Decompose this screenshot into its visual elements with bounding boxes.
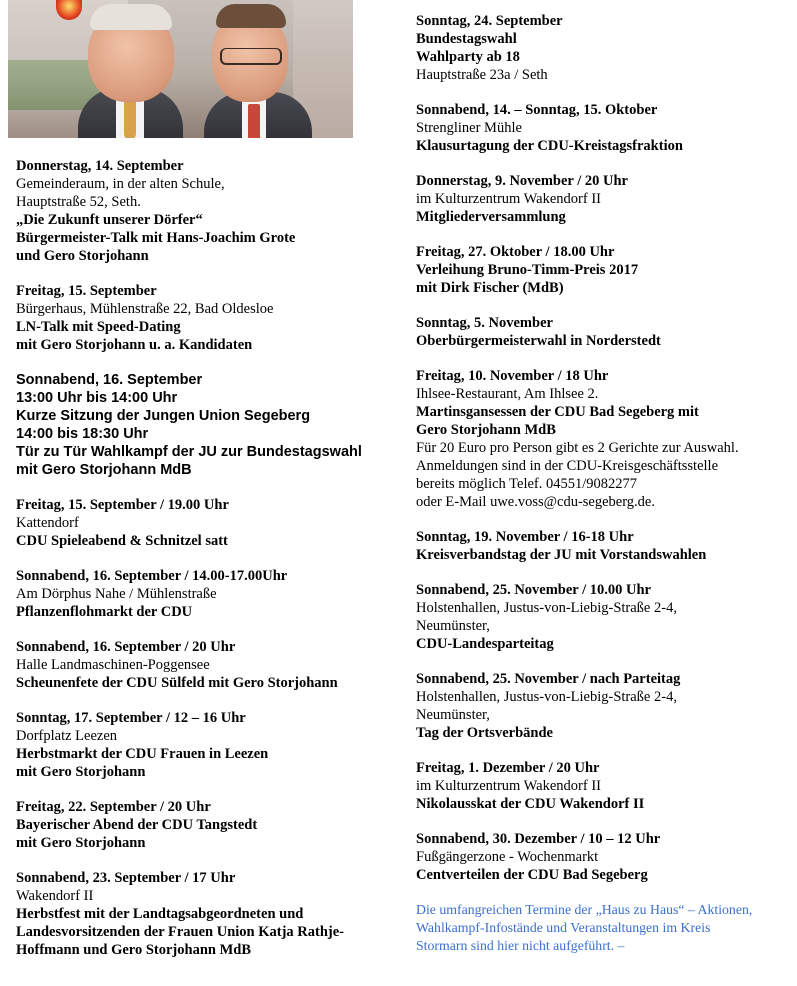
event-entry: [16, 638, 394, 692]
photo-person-left-tie: [124, 100, 136, 138]
event-line: Hauptstraße 23a / Seth: [416, 67, 548, 83]
event-entry: [16, 371, 394, 479]
event-line: Bundestagswahl: [416, 31, 517, 47]
event-line: oder E-Mail uwe.voss@cdu-segeberg.de.: [416, 494, 655, 510]
event-entry: [416, 670, 786, 742]
event-entry: [416, 830, 786, 884]
event-entry: [16, 798, 394, 852]
event-line: Wakendorf II: [16, 888, 94, 904]
event-line: Verleihung Bruno-Timm-Preis 2017: [416, 262, 639, 278]
event-line: und Gero Storjohann: [16, 248, 149, 264]
event-date: Sonnabend, 16. September: [16, 372, 203, 388]
event-date: Sonnabend, 14. – Sonntag, 15. Oktober: [416, 102, 658, 118]
event-line: Landesvorsitzenden der Frauen Union Katja Rathje-: [16, 924, 344, 940]
event-entry: [16, 496, 394, 550]
event-entry: [16, 869, 394, 959]
event-line: Kurze Sitzung der Jungen Union Segeberg: [16, 408, 311, 424]
event-line: Tag der Ortsverbände: [416, 725, 553, 741]
event-line: im Kulturzentrum Wakendorf II: [416, 778, 601, 794]
photo-person-left-hair: [90, 4, 172, 30]
photo-person-right-tie: [248, 104, 260, 138]
event-line: Bürgerhaus, Mühlenstraße 22, Bad Oldesloe: [16, 301, 274, 317]
event-line: bereits möglich Telef. 04551/9082277: [416, 476, 638, 492]
event-entry: [416, 12, 786, 84]
event-line: Pflanzenflohmarkt der CDU: [16, 604, 193, 620]
event-line: Oberbürgermeisterwahl in Norderstedt: [416, 333, 661, 349]
event-line: Hoffmann und Gero Storjohann MdB: [16, 942, 251, 958]
event-line: im Kulturzentrum Wakendorf II: [416, 191, 601, 207]
event-date: Freitag, 15. September: [16, 283, 157, 299]
right-event-column: [416, 12, 786, 955]
left-event-column: [16, 157, 394, 976]
event-line: Herbstmarkt der CDU Frauen in Leezen: [16, 746, 269, 762]
footnote-line: Stormarn sind hier nicht aufgeführt. –: [416, 938, 625, 953]
footnote-line: Wahlkampf-Infostände und Veranstaltungen im Kreis: [416, 920, 711, 935]
event-line: Bayerischer Abend der CDU Tangstedt: [16, 817, 258, 833]
event-entry: [416, 367, 786, 511]
event-line: Ihlsee-Restaurant, Am Ihlsee 2.: [416, 386, 599, 402]
event-entry: [16, 282, 394, 354]
candidates-photo: [8, 0, 353, 138]
event-line: mit Gero Storjohann u. a. Kandidaten: [16, 337, 253, 353]
footnote: [416, 901, 786, 955]
event-line: Neumünster,: [416, 618, 490, 634]
event-entry: [416, 528, 786, 564]
event-line: mit Gero Storjohann MdB: [16, 462, 192, 478]
event-line: Kattendorf: [16, 515, 79, 531]
event-line: CDU Spieleabend & Schnitzel satt: [16, 533, 228, 549]
event-line: Anmeldungen sind in der CDU-Kreisgeschäftsstelle: [416, 458, 719, 474]
event-line: Halle Landmaschinen-Poggensee: [16, 657, 210, 673]
event-date: Sonnabend, 25. November / 10.00 Uhr: [416, 582, 651, 598]
event-date: Freitag, 10. November / 18 Uhr: [416, 368, 609, 384]
event-date: Freitag, 1. Dezember / 20 Uhr: [416, 760, 600, 776]
event-line: Wahlparty ab 18: [416, 49, 520, 65]
event-line: Holstenhallen, Justus-von-Liebig-Straße 2-4,: [416, 600, 677, 616]
event-entry: [416, 101, 786, 155]
event-line: Holstenhallen, Justus-von-Liebig-Straße 2-4,: [416, 689, 677, 705]
event-line: 13:00 Uhr bis 14:00 Uhr: [16, 390, 178, 406]
event-line: mit Gero Storjohann: [16, 764, 146, 780]
event-entry: [16, 709, 394, 781]
photo-person-right-glasses: [220, 48, 282, 65]
event-date: Sonntag, 5. November: [416, 315, 553, 331]
event-date: Sonnabend, 25. November / nach Parteitag: [416, 671, 681, 687]
event-entry: [416, 759, 786, 813]
event-entry: [16, 157, 394, 265]
event-line: Strengliner Mühle: [416, 120, 522, 136]
event-date: Sonntag, 19. November / 16-18 Uhr: [416, 529, 634, 545]
event-line: Gemeinderaum, in der alten Schule,: [16, 176, 225, 192]
event-line: Klausurtagung der CDU-Kreistagsfraktion: [416, 138, 683, 154]
event-line: Centverteilen der CDU Bad Segeberg: [416, 867, 648, 883]
event-date: Sonnabend, 16. September / 14.00-17.00Uhr: [16, 568, 288, 584]
event-line: CDU-Landesparteitag: [416, 636, 554, 652]
event-date: Sonnabend, 30. Dezember / 10 – 12 Uhr: [416, 831, 661, 847]
event-date: Sonntag, 17. September / 12 – 16 Uhr: [16, 710, 246, 726]
event-line: Mitgliederversammlung: [416, 209, 566, 225]
event-line: Am Dörphus Nahe / Mühlenstraße: [16, 586, 217, 602]
event-line: Bürgermeister-Talk mit Hans-Joachim Grote: [16, 230, 296, 246]
event-date: Donnerstag, 9. November / 20 Uhr: [416, 173, 628, 189]
event-line: Dorfplatz Leezen: [16, 728, 118, 744]
event-date: Freitag, 15. September / 19.00 Uhr: [16, 497, 229, 513]
event-date: Sonnabend, 16. September / 20 Uhr: [16, 639, 236, 655]
photo-person-right-hair: [216, 4, 286, 28]
event-entry: [416, 314, 786, 350]
event-date: Sonntag, 24. September: [416, 13, 563, 29]
event-line: 14:00 bis 18:30 Uhr: [16, 426, 149, 442]
event-line: „Die Zukunft unserer Dörfer“: [16, 212, 203, 228]
event-line: Scheunenfete der CDU Sülfeld mit Gero Storjohann: [16, 675, 338, 691]
event-entry: [16, 567, 394, 621]
event-entry: [416, 581, 786, 653]
event-entry: [416, 243, 786, 297]
event-entry: [416, 172, 786, 226]
footnote-line: Die umfangreichen Termine der „Haus zu Haus“ – Aktionen,: [416, 902, 753, 917]
event-line: Für 20 Euro pro Person gibt es 2 Gerichte zur Auswahl.: [416, 440, 739, 456]
event-date: Donnerstag, 14. September: [16, 158, 184, 174]
event-line: Martinsgansessen der CDU Bad Segeberg mit: [416, 404, 699, 420]
event-line: Kreisverbandstag der JU mit Vorstandswahlen: [416, 547, 707, 563]
event-date: Freitag, 22. September / 20 Uhr: [16, 799, 211, 815]
event-date: Sonnabend, 23. September / 17 Uhr: [16, 870, 236, 886]
event-line: Hauptstraße 52, Seth.: [16, 194, 141, 210]
event-line: Fußgängerzone - Wochenmarkt: [416, 849, 599, 865]
event-line: Nikolausskat der CDU Wakendorf II: [416, 796, 645, 812]
event-line: Tür zu Tür Wahlkampf der JU zur Bundestagswahl: [16, 444, 362, 460]
event-line: mit Gero Storjohann: [16, 835, 146, 851]
event-line: Gero Storjohann MdB: [416, 422, 556, 438]
event-line: LN-Talk mit Speed-Dating: [16, 319, 181, 335]
event-date: Freitag, 27. Oktober / 18.00 Uhr: [416, 244, 615, 260]
event-line: Herbstfest mit der Landtagsabgeordneten und: [16, 906, 304, 922]
event-line: mit Dirk Fischer (MdB): [416, 280, 564, 296]
event-line: Neumünster,: [416, 707, 490, 723]
